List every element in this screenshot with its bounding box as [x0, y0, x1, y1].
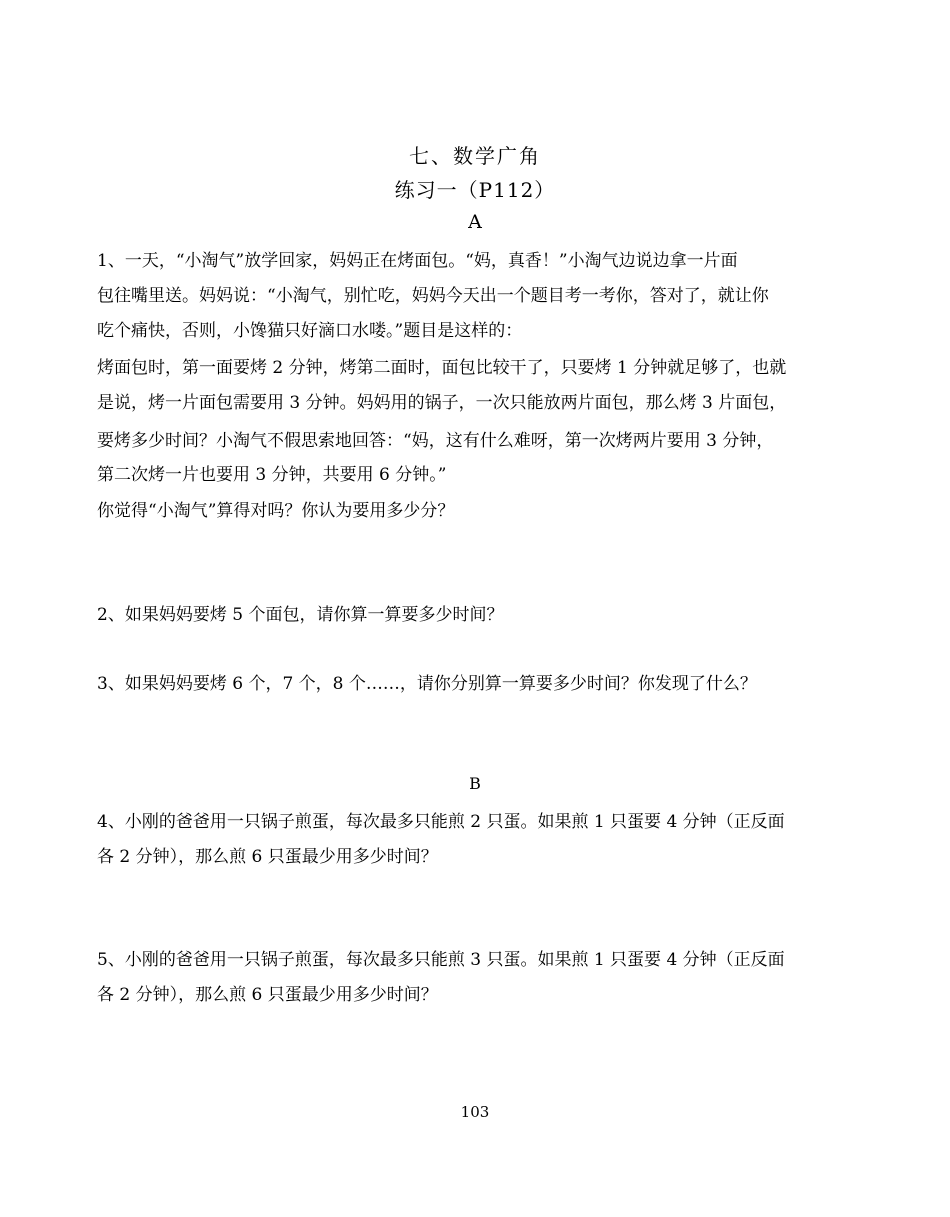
question-1-line: 你觉得“小淘气”算得对吗？你认为要用多少分？ — [97, 501, 455, 521]
section-a-heading: A — [468, 211, 482, 233]
question-1-line: 吃个痛快，否则，小馋猫只好滴口水喽。”题目是这样的： — [97, 321, 523, 341]
question-5-line: 5、小刚的爸爸用一只锅子煎蛋，每次最多只能煎 3 只蛋。如果煎 1 只蛋要 4 分钟（正反面 — [97, 950, 785, 970]
question-1-line: 是说，烤一片面包需要用 3 分钟。妈妈用的锅子，一次只能放两片面包，那么烤 3 片面包， — [97, 393, 787, 413]
section-b-heading: B — [469, 774, 481, 793]
question-5-line: 各 2 分钟），那么煎 6 只蛋最少用多少时间？ — [97, 985, 438, 1005]
question-3: 3、如果妈妈要烤 6 个，7 个，8 个……，请你分别算一算要多少时间？你发现了什么？ — [97, 674, 757, 694]
question-1-line: 包往嘴里送。妈妈说：“小淘气，别忙吃，妈妈今天出一个题目考一考你，答对了，就让你 — [97, 286, 769, 306]
question-2: 2、如果妈妈要烤 5 个面包，请你算一算要多少时间？ — [97, 605, 504, 625]
question-4-line: 各 2 分钟），那么煎 6 只蛋最少用多少时间？ — [97, 847, 438, 867]
page-number: 103 — [460, 1103, 490, 1121]
question-1-line: 1、一天，“小淘气”放学回家，妈妈正在烤面包。“妈，真香！”小淘气边说边拿一片面 — [97, 251, 738, 271]
question-1-line: 烤面包时，第一面要烤 2 分钟，烤第二面时，面包比较干了，只要烤 1 分钟就足够了，也就 — [97, 358, 787, 378]
page-subtitle: 练习一（P112） — [394, 178, 556, 202]
page-title: 七、数学广角 — [409, 144, 541, 168]
question-1-line: 第二次烤一片也要用 3 分钟，共要用 6 分钟。” — [97, 465, 447, 485]
question-4-line: 4、小刚的爸爸用一只锅子煎蛋，每次最多只能煎 2 只蛋。如果煎 1 只蛋要 4 分钟（正反面 — [97, 812, 785, 832]
question-1-line: 要烤多少时间？小淘气不假思索地回答：“妈，这有什么难呀，第一次烤两片要用 3 分钟， — [97, 431, 774, 451]
